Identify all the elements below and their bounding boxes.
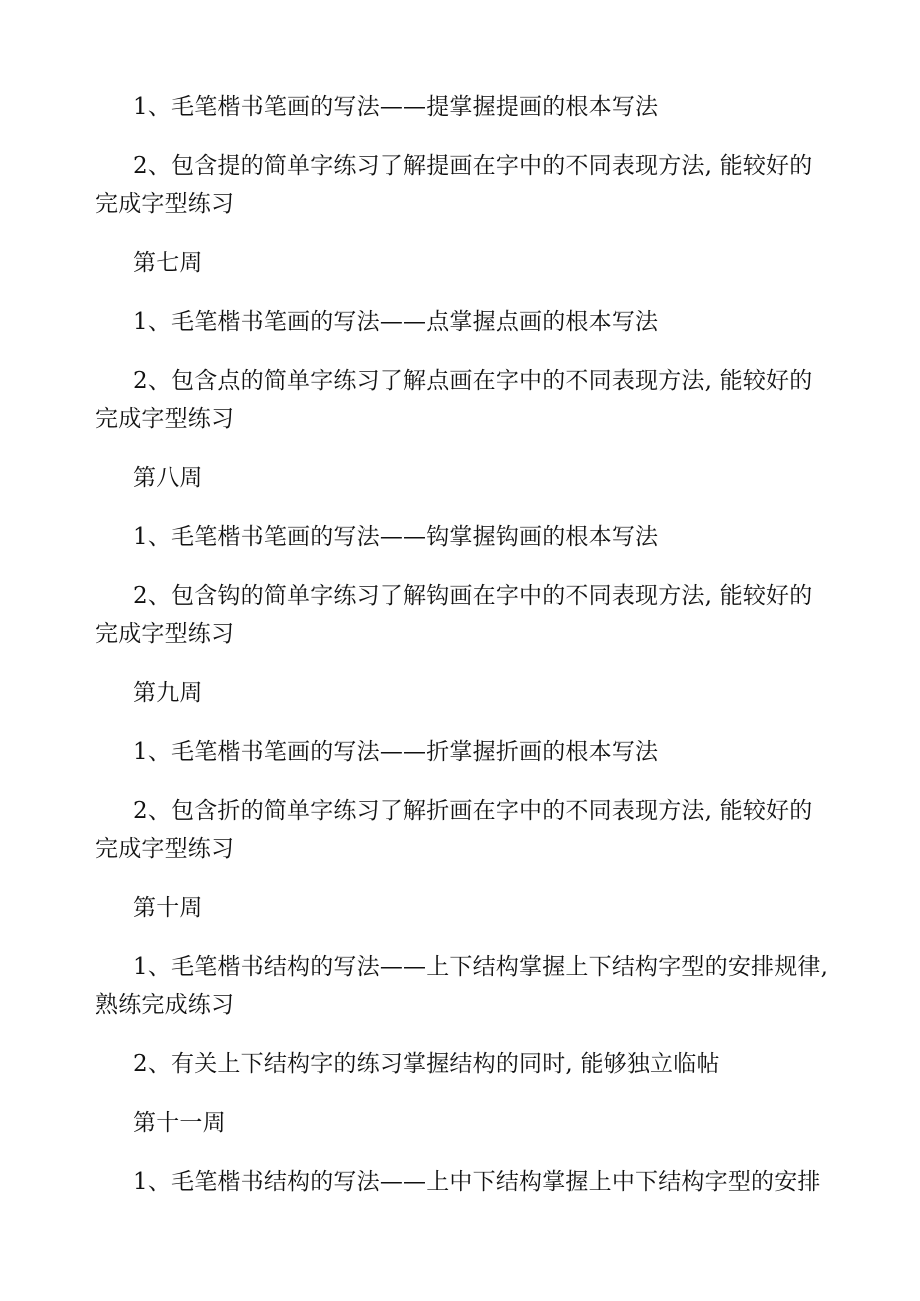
paragraph-tiao-method: 1、毛笔楷书笔画的写法——提掌握提画的根本写法 <box>133 94 659 120</box>
week-heading-11: 第十一周 <box>133 1110 226 1136</box>
paragraph-shangzhongxia-method: 1、毛笔楷书结构的写法——上中下结构掌握上中下结构字型的安排 <box>133 1169 821 1195</box>
week-heading-10: 第十周 <box>133 895 203 921</box>
paragraph-dian-practice: 2、包含点的简单字练习了解点画在字中的不同表现方法, 能较好的完成字型练习 <box>95 368 813 432</box>
paragraph-gou-method: 1、毛笔楷书笔画的写法——钩掌握钩画的根本写法 <box>133 524 659 550</box>
paragraph-zhe-practice: 2、包含折的简单字练习了解折画在字中的不同表现方法, 能较好的完成字型练习 <box>95 798 813 862</box>
paragraph-gou-practice: 2、包含钩的简单字练习了解钩画在字中的不同表现方法, 能较好的完成字型练习 <box>95 583 813 647</box>
paragraph-shangxia-method: 1、毛笔楷书结构的写法——上下结构掌握上下结构字型的安排规律, 熟练完成练习 <box>95 954 829 1018</box>
paragraph-tiao-practice: 2、包含提的简单字练习了解提画在字中的不同表现方法, 能较好的完成字型练习 <box>95 153 813 217</box>
document-page <box>95 88 830 1201</box>
paragraph-zhe-method: 1、毛笔楷书笔画的写法——折掌握折画的根本写法 <box>133 739 659 765</box>
paragraph-shangxia-practice: 2、有关上下结构字的练习掌握结构的同时, 能够独立临帖 <box>133 1051 720 1077</box>
paragraph-dian-method: 1、毛笔楷书笔画的写法——点掌握点画的根本写法 <box>133 309 659 335</box>
week-heading-9: 第九周 <box>133 680 203 706</box>
week-heading-8: 第八周 <box>133 465 203 491</box>
week-heading-7: 第七周 <box>133 250 203 276</box>
